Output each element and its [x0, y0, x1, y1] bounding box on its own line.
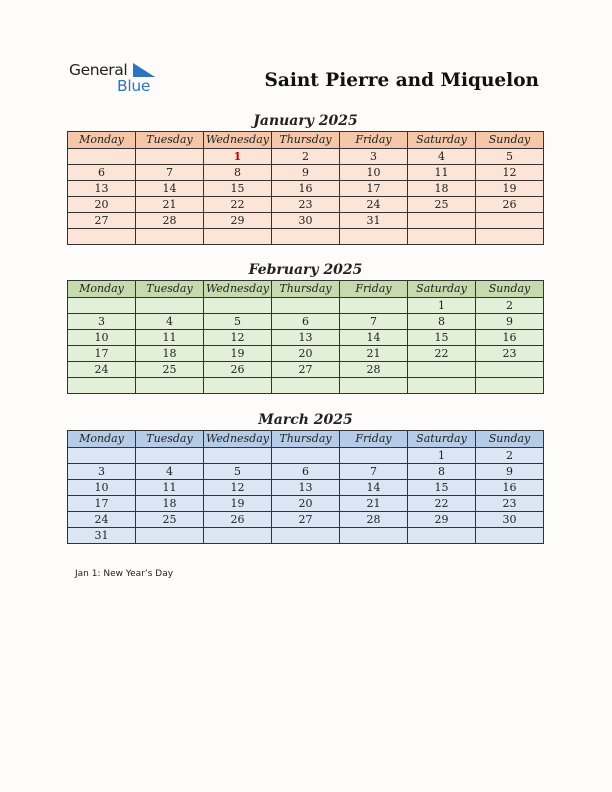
week-row [68, 346, 544, 362]
day-cell: 13 [272, 480, 340, 496]
day-cell: 6 [272, 464, 340, 480]
weekday-header: Saturday [408, 281, 476, 298]
week-row [68, 496, 544, 512]
day-cell: 6 [272, 314, 340, 330]
day-cell: 23 [476, 346, 544, 362]
day-cell [68, 448, 136, 464]
day-cell [272, 528, 340, 544]
day-cell [136, 298, 204, 314]
day-cell: 14 [340, 480, 408, 496]
day-cell: 12 [204, 480, 272, 496]
day-cell: 27 [68, 213, 136, 229]
weekday-header: Friday [340, 281, 408, 298]
day-cell: 13 [68, 181, 136, 197]
day-cell: 24 [68, 512, 136, 528]
day-cell [476, 229, 544, 245]
day-cell: 27 [272, 512, 340, 528]
week-row [68, 448, 544, 464]
day-cell [340, 448, 408, 464]
day-cell: 25 [136, 362, 204, 378]
day-cell [136, 448, 204, 464]
holiday-note: Jan 1: New Year’s Day [75, 569, 174, 579]
day-cell: 2 [476, 298, 544, 314]
day-cell: 10 [340, 165, 408, 181]
month-title: January 2025 [253, 113, 358, 129]
day-cell: 22 [408, 346, 476, 362]
weekday-header: Wednesday [204, 281, 272, 298]
week-row [68, 213, 544, 229]
day-cell: 1 [408, 298, 476, 314]
day-cell: 17 [68, 346, 136, 362]
week-row [68, 528, 544, 544]
week-row [68, 362, 544, 378]
weekday-header: Sunday [476, 281, 544, 298]
day-cell: 29 [204, 213, 272, 229]
day-cell: 7 [340, 314, 408, 330]
day-cell: 31 [340, 213, 408, 229]
weekday-header: Sunday [476, 132, 544, 149]
day-cell: 8 [408, 314, 476, 330]
day-cell: 3 [68, 314, 136, 330]
day-cell: 12 [476, 165, 544, 181]
day-cell: 15 [408, 480, 476, 496]
weekday-header: Wednesday [204, 132, 272, 149]
day-cell: 20 [272, 346, 340, 362]
country-title: Saint Pierre and Miquelon [264, 70, 539, 91]
day-cell: 25 [408, 197, 476, 213]
day-cell: 18 [408, 181, 476, 197]
day-cell: 13 [272, 330, 340, 346]
month-title: March 2025 [258, 412, 353, 428]
weekday-header: Wednesday [204, 431, 272, 448]
day-cell: 11 [136, 330, 204, 346]
week-row [68, 314, 544, 330]
day-cell: 28 [340, 512, 408, 528]
day-cell: 3 [68, 464, 136, 480]
weekday-header: Tuesday [136, 281, 204, 298]
day-cell: 2 [476, 448, 544, 464]
calendar-february [67, 261, 544, 394]
day-cell [204, 229, 272, 245]
day-cell [136, 528, 204, 544]
day-cell: 23 [272, 197, 340, 213]
day-cell [68, 229, 136, 245]
weekday-header: Monday [68, 431, 136, 448]
day-cell [272, 448, 340, 464]
week-row [68, 149, 544, 165]
day-cell: 28 [340, 362, 408, 378]
day-cell: 4 [136, 314, 204, 330]
day-cell: 29 [408, 512, 476, 528]
day-cell [204, 378, 272, 394]
day-cell: 26 [476, 197, 544, 213]
day-cell: 1 [408, 448, 476, 464]
weekday-header: Saturday [408, 431, 476, 448]
day-cell: 24 [340, 197, 408, 213]
day-cell: 17 [340, 181, 408, 197]
day-cell: 21 [340, 346, 408, 362]
day-cell [204, 298, 272, 314]
weekday-header: Monday [68, 281, 136, 298]
day-cell: 14 [136, 181, 204, 197]
day-cell: 15 [204, 181, 272, 197]
day-cell: 23 [476, 496, 544, 512]
day-cell: 19 [204, 346, 272, 362]
day-cell: 19 [476, 181, 544, 197]
day-cell [136, 378, 204, 394]
day-cell: 9 [272, 165, 340, 181]
day-cell [272, 378, 340, 394]
logo-text-general: General [69, 61, 128, 79]
day-cell [476, 528, 544, 544]
day-cell: 18 [136, 346, 204, 362]
day-cell: 26 [204, 512, 272, 528]
day-cell [408, 378, 476, 394]
day-cell: 20 [68, 197, 136, 213]
day-cell: 16 [476, 480, 544, 496]
day-cell [204, 528, 272, 544]
day-cell: 6 [68, 165, 136, 181]
weekday-header: Friday [340, 132, 408, 149]
day-cell [408, 213, 476, 229]
day-cell: 10 [68, 330, 136, 346]
weekday-header: Monday [68, 132, 136, 149]
week-row [68, 197, 544, 213]
day-cell: 9 [476, 314, 544, 330]
day-cell: 19 [204, 496, 272, 512]
week-row [68, 378, 544, 394]
week-row [68, 298, 544, 314]
day-cell: 10 [68, 480, 136, 496]
day-cell [68, 149, 136, 165]
day-cell: 31 [68, 528, 136, 544]
day-cell [340, 298, 408, 314]
day-cell: 18 [136, 496, 204, 512]
day-cell: 17 [68, 496, 136, 512]
calendar-march [67, 411, 544, 544]
day-cell: 16 [272, 181, 340, 197]
week-row [68, 181, 544, 197]
day-cell [340, 229, 408, 245]
week-row [68, 229, 544, 245]
day-cell [136, 149, 204, 165]
day-cell: 27 [272, 362, 340, 378]
day-cell [340, 378, 408, 394]
day-cell: 4 [136, 464, 204, 480]
day-cell: 5 [204, 464, 272, 480]
day-cell: 21 [136, 197, 204, 213]
weekday-header: Thursday [272, 132, 340, 149]
day-cell [272, 298, 340, 314]
weekday-header: Sunday [476, 431, 544, 448]
day-cell [204, 448, 272, 464]
week-row [68, 464, 544, 480]
day-cell: 3 [340, 149, 408, 165]
week-row [68, 480, 544, 496]
day-cell [136, 229, 204, 245]
day-cell: 5 [476, 149, 544, 165]
day-cell: 15 [408, 330, 476, 346]
day-cell: 11 [136, 480, 204, 496]
day-cell [408, 229, 476, 245]
month-grid [67, 430, 544, 544]
week-row [68, 330, 544, 346]
day-cell: 9 [476, 464, 544, 480]
day-cell: 7 [340, 464, 408, 480]
generalblue-logo [69, 60, 164, 96]
day-cell [476, 378, 544, 394]
day-cell: 4 [408, 149, 476, 165]
weekday-header: Thursday [272, 431, 340, 448]
day-cell: 14 [340, 330, 408, 346]
day-cell: 16 [476, 330, 544, 346]
day-cell: 25 [136, 512, 204, 528]
day-cell: 21 [340, 496, 408, 512]
month-title: February 2025 [248, 262, 363, 278]
month-grid [67, 131, 544, 245]
day-cell: 11 [408, 165, 476, 181]
week-row [68, 512, 544, 528]
weekday-header: Thursday [272, 281, 340, 298]
day-cell [408, 362, 476, 378]
day-cell: 30 [272, 213, 340, 229]
week-row [68, 165, 544, 181]
day-cell [408, 528, 476, 544]
day-cell: 30 [476, 512, 544, 528]
day-cell [476, 213, 544, 229]
day-cell [272, 229, 340, 245]
weekday-header: Saturday [408, 132, 476, 149]
day-cell: 26 [204, 362, 272, 378]
day-cell: 8 [204, 165, 272, 181]
day-cell: 5 [204, 314, 272, 330]
day-cell: 2 [272, 149, 340, 165]
day-cell: 24 [68, 362, 136, 378]
day-cell: 8 [408, 464, 476, 480]
day-cell: 7 [136, 165, 204, 181]
day-cell: 12 [204, 330, 272, 346]
day-cell [476, 362, 544, 378]
month-grid [67, 280, 544, 394]
logo-text-blue: Blue [117, 77, 151, 95]
day-cell: 28 [136, 213, 204, 229]
day-cell [68, 298, 136, 314]
day-cell: 22 [408, 496, 476, 512]
weekday-header: Tuesday [136, 132, 204, 149]
weekday-header: Friday [340, 431, 408, 448]
day-cell: 20 [272, 496, 340, 512]
weekday-header: Tuesday [136, 431, 204, 448]
logo-triangle-icon [133, 63, 155, 77]
day-cell [68, 378, 136, 394]
day-cell [340, 528, 408, 544]
calendar-january [67, 112, 544, 245]
day-cell: 1 [204, 149, 272, 165]
day-cell: 22 [204, 197, 272, 213]
